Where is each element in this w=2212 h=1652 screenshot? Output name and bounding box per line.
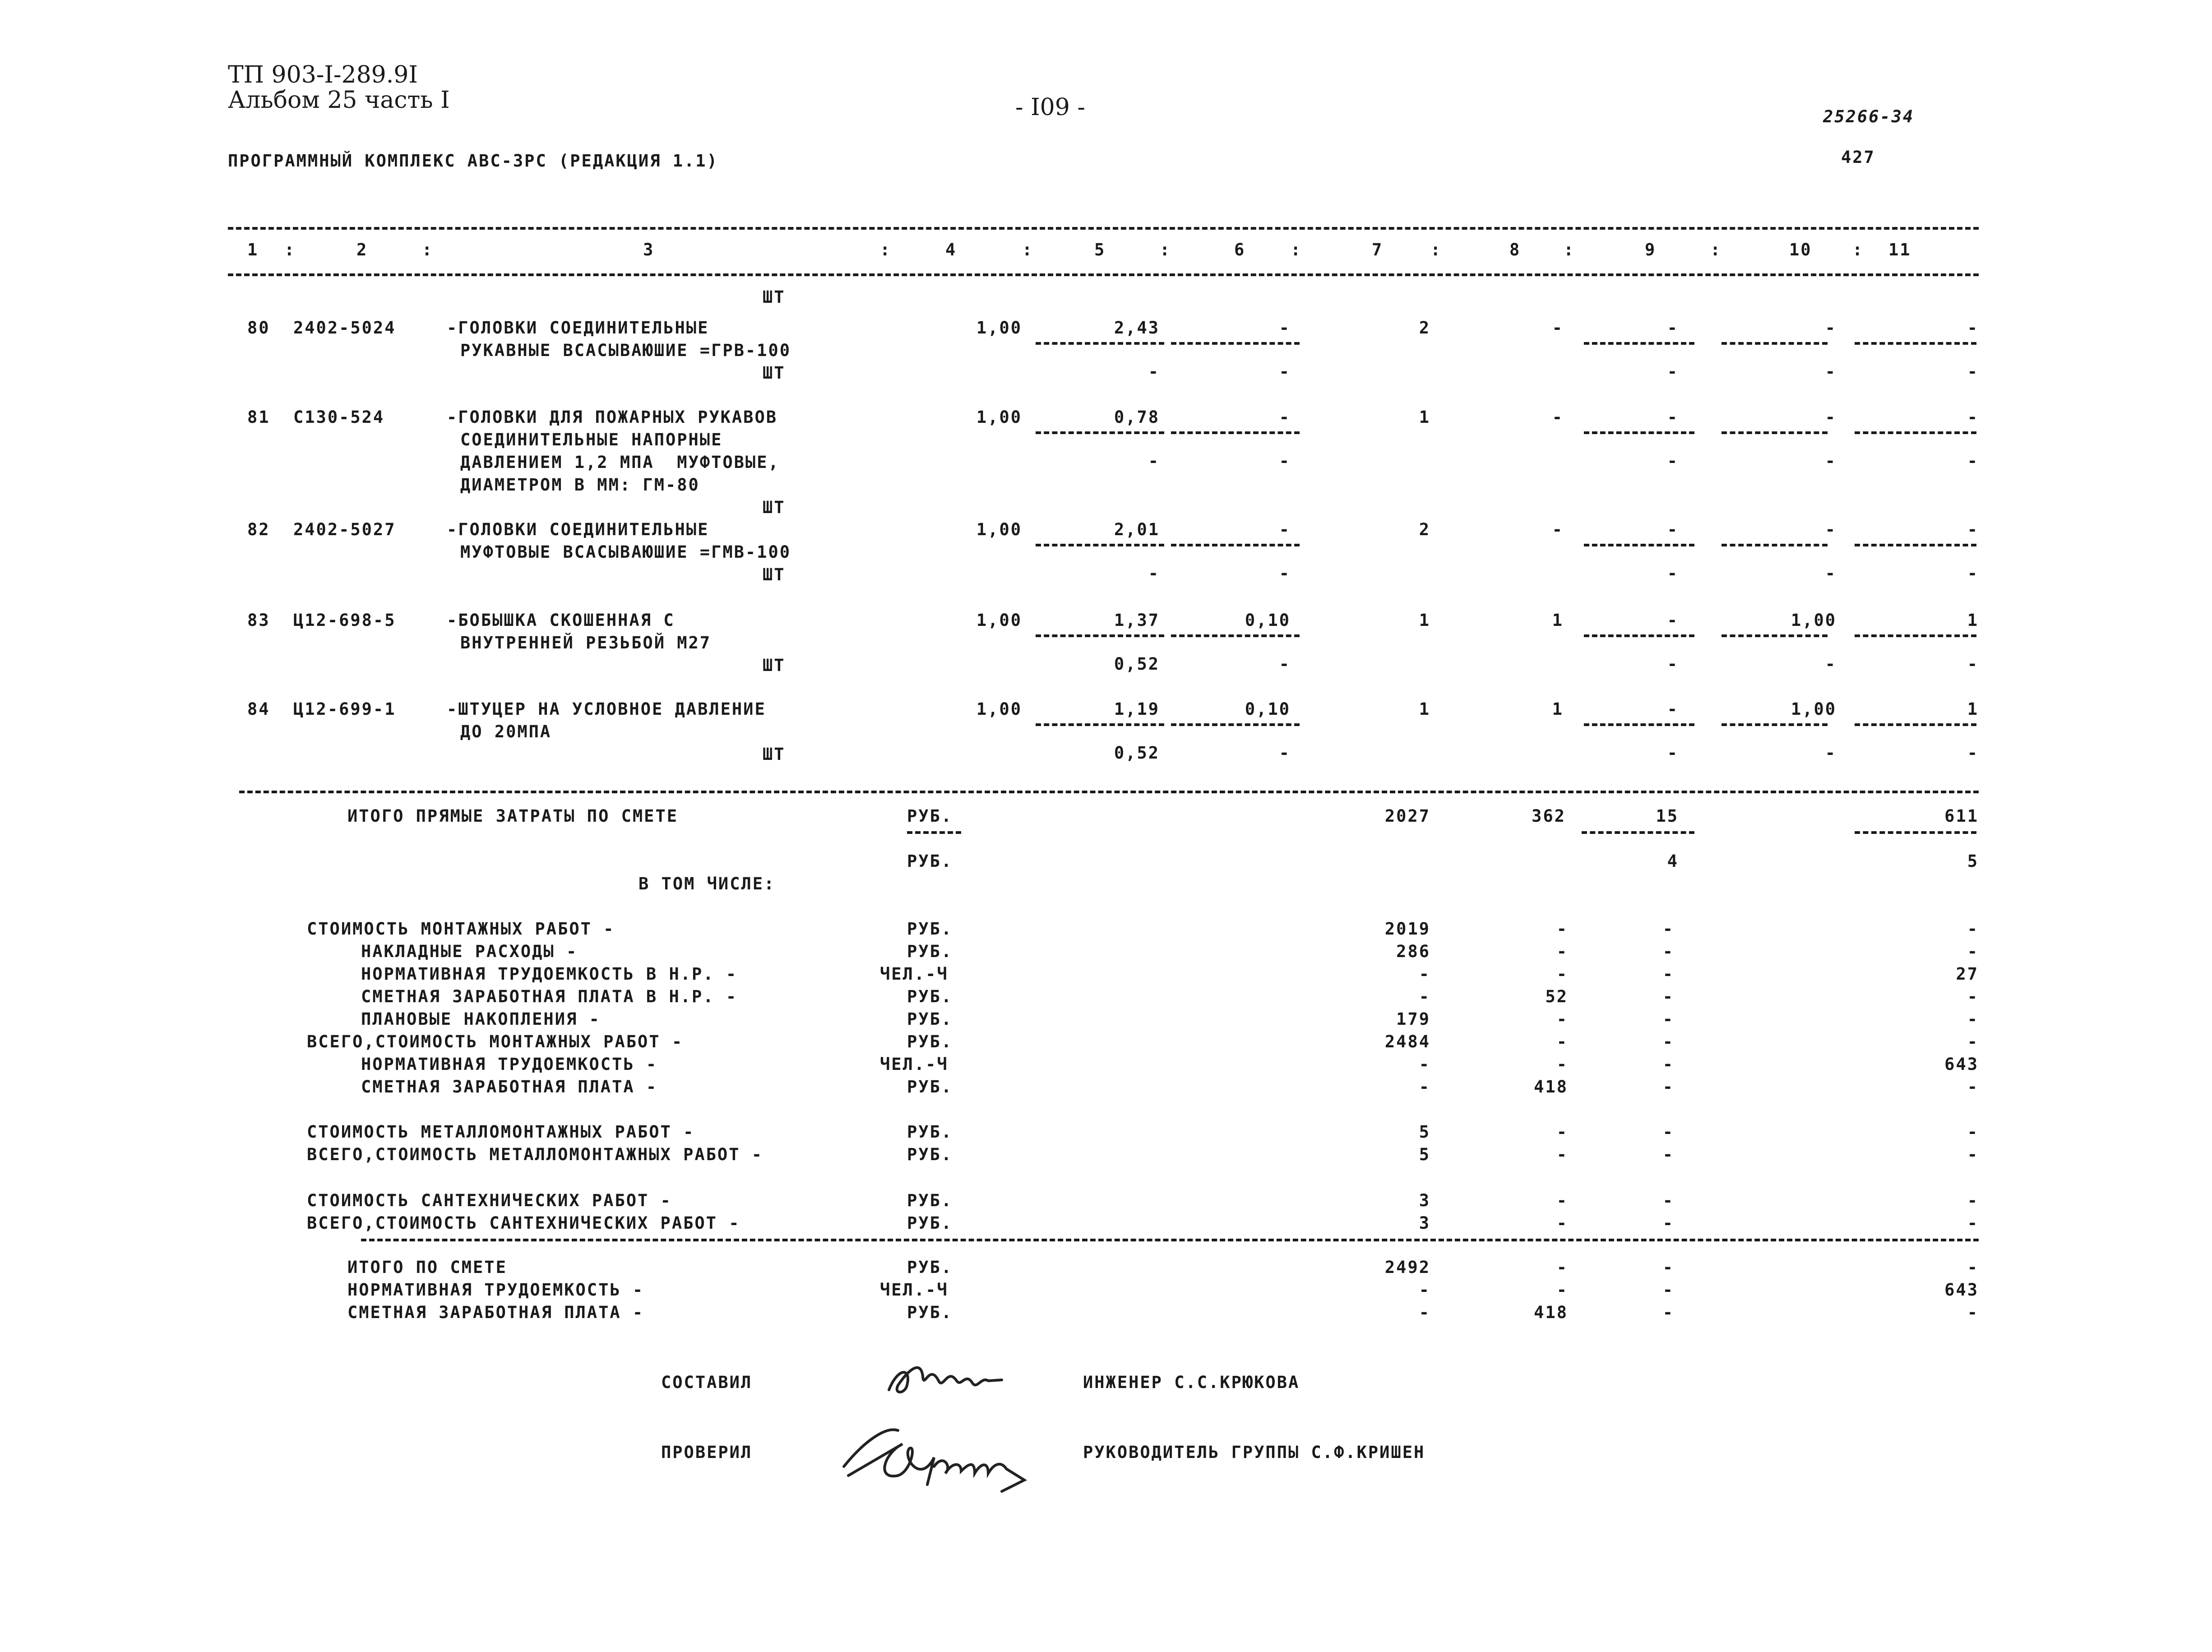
cell-c5: 1,37	[1114, 611, 1160, 630]
cost-row-c11: -	[1967, 987, 1979, 1006]
direct-c9-sub: 4	[1667, 851, 1679, 871]
signature-compiler	[880, 1349, 1015, 1403]
direct-c7: 2027	[1384, 806, 1430, 826]
cell-c6: 0,10	[1245, 611, 1291, 630]
item-description-line: -ШТУЦЕР НА УСЛОВНОЕ ДАВЛЕНИЕ	[447, 699, 766, 719]
column-header-3: 3	[643, 240, 655, 259]
cell-divider	[1855, 342, 1976, 345]
cell-divider	[1721, 431, 1828, 434]
cell-divider	[1036, 723, 1164, 726]
cost-row-c8: 418	[1534, 1077, 1568, 1097]
including-label: В ТОМ ЧИСЛЕ:	[639, 874, 776, 893]
direct-c11: 611	[1944, 806, 1979, 826]
column-header-5: 5	[1094, 240, 1106, 259]
cost-row-c7: 3	[1419, 1191, 1430, 1210]
cost-row-c7: 5	[1419, 1122, 1430, 1142]
cell-divider	[1171, 723, 1300, 726]
cell-c10: 1,00	[1791, 699, 1837, 719]
item-code: С130-524	[293, 407, 385, 427]
column-header-2: 2	[356, 240, 368, 259]
cost-row-label: СТОИМОСТЬ МЕТАЛЛОМОНТАЖНЫХ РАБОТ -	[307, 1122, 695, 1142]
cell-c10: -	[1825, 407, 1837, 427]
cost-row-label: СТОИМОСТЬ МОНТАЖНЫХ РАБОТ -	[307, 919, 615, 939]
cell-c5-sub: -	[1148, 362, 1160, 381]
program-title: ПРОГРАММНЫЙ КОМПЛЕКС АВС-3РС (РЕДАКЦИЯ 1.1)	[228, 151, 718, 171]
final-row-c8: 418	[1534, 1303, 1568, 1322]
doc-code: ТП 903-I-289.9I	[228, 61, 418, 88]
item-description-line: -ГОЛОВКИ ДЛЯ ПОЖАРНЫХ РУКАВОВ	[447, 407, 778, 427]
cell-c11: -	[1967, 318, 1979, 338]
cell-c8: 1	[1552, 699, 1564, 719]
cell-c10-sub: -	[1825, 451, 1837, 471]
cost-row-c9: -	[1662, 1077, 1674, 1097]
cost-row-c7: 179	[1396, 1009, 1430, 1029]
cell-divider	[1171, 544, 1300, 546]
final-row-label: ИТОГО ПО СМЕТЕ	[347, 1258, 507, 1277]
cost-row-unit: РУБ.	[907, 1122, 953, 1142]
item-number: 82	[247, 520, 270, 539]
cell-c11: -	[1967, 407, 1979, 427]
item-unit: ШТ	[763, 656, 786, 675]
final-row-c9: -	[1662, 1258, 1674, 1277]
column-header-4: 4	[945, 240, 957, 259]
cell-c9: -	[1667, 611, 1679, 630]
direct-costs-unit-2: РУБ.	[907, 851, 953, 871]
cost-row-c8: -	[1556, 964, 1568, 984]
cost-row-c7: 286	[1396, 942, 1430, 961]
cost-row-c8: -	[1556, 1122, 1568, 1142]
cell-c10-sub: -	[1825, 362, 1837, 381]
cell-divider	[1584, 723, 1694, 726]
column-header-7: 7	[1372, 240, 1384, 259]
cell-c8: -	[1552, 407, 1564, 427]
final-row-label: СМЕТНАЯ ЗАРАБОТНАЯ ПЛАТА -	[347, 1303, 644, 1322]
column-separator: :	[1564, 240, 1575, 259]
final-row-c8: -	[1556, 1258, 1568, 1277]
cell-c5-sub: -	[1148, 564, 1160, 583]
cell-c7: 1	[1419, 407, 1430, 427]
cost-row-label: ВСЕГО,СТОИМОСТЬ МЕТАЛЛОМОНТАЖНЫХ РАБОТ -	[307, 1145, 764, 1164]
column-header-11: 11	[1888, 240, 1911, 259]
cost-row-label: ВСЕГО,СТОИМОСТЬ МОНТАЖНЫХ РАБОТ -	[307, 1032, 684, 1051]
final-row-unit: ЧЕЛ.-Ч	[880, 1280, 949, 1300]
totals-rule	[239, 791, 1979, 793]
cost-row-c11: 27	[1956, 964, 1979, 984]
item-description-line: СОЕДИНИТЕЛЬНЫЕ НАПОРНЫЕ	[460, 430, 723, 449]
final-row-c8: -	[1556, 1280, 1568, 1300]
cell-c8: -	[1552, 318, 1564, 338]
cell-divider	[1721, 544, 1828, 546]
item-description-line: ДИАМЕТРОМ В ММ: ГМ-80	[460, 475, 700, 495]
cost-row-unit: РУБ.	[907, 1009, 953, 1029]
cell-divider	[1171, 431, 1300, 434]
cell-divider	[1721, 723, 1828, 726]
cost-row-label: НОРМАТИВНАЯ ТРУДОЕМКОСТЬ В Н.Р. -	[361, 964, 738, 984]
cell-c9: -	[1667, 318, 1679, 338]
final-row-c7: -	[1419, 1280, 1430, 1300]
column-separator: :	[1430, 240, 1442, 259]
reference-code: 25266-34	[1823, 107, 1915, 126]
cost-row-c8: -	[1556, 919, 1568, 939]
cost-row-c11: -	[1967, 1009, 1979, 1029]
direct-c8: 362	[1532, 806, 1566, 826]
cost-row-unit: ЧЕЛ.-Ч	[880, 1055, 949, 1074]
cell-divider	[1171, 634, 1300, 637]
cost-row-c7: 3	[1419, 1213, 1430, 1233]
cell-divider	[1036, 634, 1164, 637]
cost-row-c8: -	[1556, 1191, 1568, 1210]
column-header-9: 9	[1645, 240, 1657, 259]
item-description-line: ДО 20МПА	[460, 722, 552, 741]
cell-c6: -	[1279, 520, 1291, 539]
cell-c9: -	[1667, 520, 1679, 539]
column-separator: :	[1710, 240, 1722, 259]
cell-c5: 0,78	[1114, 407, 1160, 427]
item-code: Ц12-698-5	[293, 611, 396, 630]
item-description-line: -ГОЛОВКИ СОЕДИНИТЕЛЬНЫЕ	[447, 318, 709, 338]
cost-row-c11: -	[1967, 1213, 1979, 1233]
cell-c9-sub: -	[1667, 743, 1679, 763]
column-separator: :	[1291, 240, 1302, 259]
cost-row-unit: РУБ.	[907, 1032, 953, 1051]
cost-row-c11: -	[1967, 1145, 1979, 1164]
cost-row-c7: 2484	[1384, 1032, 1430, 1051]
direct-c11-divider	[1855, 831, 1976, 834]
cell-c4: 1,00	[976, 407, 1022, 427]
cost-row-label: ПЛАНОВЫЕ НАКОПЛЕНИЯ -	[361, 1009, 601, 1029]
cost-row-c9: -	[1662, 1055, 1674, 1074]
compiled-by: ИНЖЕНЕР С.С.КРЮКОВА	[1083, 1373, 1300, 1392]
cost-row-c7: -	[1419, 1055, 1430, 1074]
cost-row-c9: -	[1662, 942, 1674, 961]
cost-row-label: СМЕТНАЯ ЗАРАБОТНАЯ ПЛАТА В Н.Р. -	[361, 987, 738, 1006]
cell-c7: 2	[1419, 520, 1430, 539]
cell-divider	[1036, 544, 1164, 546]
cost-row-c11: -	[1967, 1077, 1979, 1097]
cell-c9-sub: -	[1667, 654, 1679, 674]
cell-c11: 1	[1967, 699, 1979, 719]
cell-c9: -	[1667, 699, 1679, 719]
cell-divider	[1584, 634, 1694, 637]
column-header-8: 8	[1509, 240, 1521, 259]
cell-c5-sub: 0,52	[1114, 743, 1160, 763]
cell-c6-sub: -	[1279, 451, 1291, 471]
cost-row-c9: -	[1662, 964, 1674, 984]
cost-row-label: ВСЕГО,СТОИМОСТЬ САНТЕХНИЧЕСКИХ РАБОТ -	[307, 1213, 740, 1233]
final-row-unit: РУБ.	[907, 1258, 953, 1277]
final-row-c7: -	[1419, 1303, 1430, 1322]
cost-row-label: НОРМАТИВНАЯ ТРУДОЕМКОСТЬ -	[361, 1055, 658, 1074]
cost-row-c7: 5	[1419, 1145, 1430, 1164]
header-rule-top	[228, 227, 1979, 230]
cell-divider	[1721, 634, 1828, 637]
direct-c9-divider	[1582, 831, 1694, 834]
item-code: 2402-5024	[293, 318, 396, 338]
cost-row-c9: -	[1662, 987, 1674, 1006]
cost-row-unit: РУБ.	[907, 1077, 953, 1097]
cell-c11: 1	[1967, 611, 1979, 630]
column-header-6: 6	[1234, 240, 1246, 259]
cost-row-c9: -	[1662, 1009, 1674, 1029]
cell-c10: -	[1825, 318, 1837, 338]
cell-c6: -	[1279, 318, 1291, 338]
cell-c6-sub: -	[1279, 362, 1291, 381]
cell-c10-sub: -	[1825, 743, 1837, 763]
cost-row-c9: -	[1662, 1145, 1674, 1164]
cell-divider	[1036, 431, 1164, 434]
cell-c11-sub: -	[1967, 362, 1979, 381]
final-row-c9: -	[1662, 1303, 1674, 1322]
cost-row-c8: 52	[1545, 987, 1568, 1006]
cell-divider	[1584, 431, 1694, 434]
cell-c4: 1,00	[976, 611, 1022, 630]
final-row-c9: -	[1662, 1280, 1674, 1300]
column-separator: :	[880, 240, 892, 259]
column-separator: :	[284, 240, 296, 259]
final-row-label: НОРМАТИВНАЯ ТРУДОЕМКОСТЬ -	[347, 1280, 644, 1300]
cost-row-label: СМЕТНАЯ ЗАРАБОТНАЯ ПЛАТА -	[361, 1077, 658, 1097]
item-code: 2402-5027	[293, 520, 396, 539]
cost-row-unit: РУБ.	[907, 942, 953, 961]
page-number: - I09 -	[1015, 94, 1085, 121]
cost-row-c8: -	[1556, 1213, 1568, 1233]
cost-row-c9: -	[1662, 1213, 1674, 1233]
cell-divider	[1855, 634, 1976, 637]
cost-row-c11: -	[1967, 919, 1979, 939]
cost-row-c11: -	[1967, 1122, 1979, 1142]
cell-divider	[1855, 431, 1976, 434]
compiled-label: СОСТАВИЛ	[661, 1373, 753, 1392]
direct-unit-divider	[907, 831, 961, 834]
item-code: Ц12-699-1	[293, 699, 396, 719]
item-description-line: МУФТОВЫЕ ВСАСЫВАЮШИЕ =ГМВ-100	[460, 542, 791, 562]
checked-label: ПРОВЕРИЛ	[661, 1443, 753, 1462]
cell-c9-sub: -	[1667, 451, 1679, 471]
cost-row-label: НАКЛАДНЫЕ РАСХОДЫ -	[361, 942, 578, 961]
cost-row-unit: РУБ.	[907, 1213, 953, 1233]
cell-c10-sub: -	[1825, 564, 1837, 583]
cell-divider	[1584, 342, 1694, 345]
cell-c6: 0,10	[1245, 699, 1291, 719]
cost-row-c7: -	[1419, 987, 1430, 1006]
cell-c11-sub: -	[1967, 743, 1979, 763]
direct-c11-sub: 5	[1967, 851, 1979, 871]
final-row-unit: РУБ.	[907, 1303, 953, 1322]
cell-c9-sub: -	[1667, 362, 1679, 381]
cell-c11-sub: -	[1967, 654, 1979, 674]
column-separator: :	[422, 240, 434, 259]
column-header-10: 10	[1789, 240, 1812, 259]
direct-costs-unit: РУБ.	[907, 806, 953, 826]
cost-row-c11: -	[1967, 942, 1979, 961]
column-separator: :	[1160, 240, 1171, 259]
item-number: 81	[247, 407, 270, 427]
cost-row-unit: РУБ.	[907, 987, 953, 1006]
cell-divider	[1171, 342, 1300, 345]
cost-row-unit: РУБ.	[907, 1145, 953, 1164]
cell-c5-sub: 0,52	[1114, 654, 1160, 674]
final-row-c7: 2492	[1384, 1258, 1430, 1277]
item-description-line: ДАВЛЕНИЕМ 1,2 МПА МУФТОВЫЕ,	[460, 453, 780, 472]
cell-divider	[1855, 544, 1976, 546]
cost-row-label: СТОИМОСТЬ САНТЕХНИЧЕСКИХ РАБОТ -	[307, 1191, 672, 1210]
cell-divider	[1855, 723, 1976, 726]
item-unit: ШТ	[763, 498, 786, 517]
item-unit: ШТ	[763, 565, 786, 584]
cell-c4: 1,00	[976, 520, 1022, 539]
cost-row-unit: ЧЕЛ.-Ч	[880, 964, 949, 984]
album-label: Альбом 25 часть I	[228, 87, 450, 114]
signature-checker	[830, 1417, 1038, 1494]
item-description-line: РУКАВНЫЕ ВСАСЫВАЮШИЕ =ГРВ-100	[460, 341, 791, 360]
cell-c7: 1	[1419, 699, 1430, 719]
cost-row-c8: -	[1556, 1145, 1568, 1164]
cell-c6-sub: -	[1279, 654, 1291, 674]
unit-label: ШТ	[763, 287, 786, 307]
cell-c10-sub: -	[1825, 654, 1837, 674]
item-number: 80	[247, 318, 270, 338]
cell-c6-sub: -	[1279, 564, 1291, 583]
item-description-line: -БОБЫШКА СКОШЕННАЯ С	[447, 611, 675, 630]
cell-c8: 1	[1552, 611, 1564, 630]
cost-row-c8: -	[1556, 1055, 1568, 1074]
cost-row-c9: -	[1662, 919, 1674, 939]
cost-row-unit: РУБ.	[907, 919, 953, 939]
cost-row-unit: РУБ.	[907, 1191, 953, 1210]
cost-row-c11: 643	[1944, 1055, 1979, 1074]
cell-c7: 2	[1419, 318, 1430, 338]
cost-row-c7: -	[1419, 1077, 1430, 1097]
item-description-line: -ГОЛОВКИ СОЕДИНИТЕЛЬНЫЕ	[447, 520, 709, 539]
cell-divider	[1036, 342, 1164, 345]
cost-row-c9: -	[1662, 1122, 1674, 1142]
cell-c11-sub: -	[1967, 451, 1979, 471]
cell-c8: -	[1552, 520, 1564, 539]
cell-c10: 1,00	[1791, 611, 1837, 630]
cost-row-c11: -	[1967, 1032, 1979, 1051]
column-separator: :	[1852, 240, 1864, 259]
cost-row-c7: -	[1419, 964, 1430, 984]
final-row-c11: -	[1967, 1303, 1979, 1322]
final-row-c11: -	[1967, 1258, 1979, 1277]
cell-c5: 2,43	[1114, 318, 1160, 338]
cell-c5-sub: -	[1148, 451, 1160, 471]
final-row-c11: 643	[1944, 1280, 1979, 1300]
column-header-1: 1	[247, 240, 259, 259]
cell-c4: 1,00	[976, 699, 1022, 719]
item-description-line: ВНУТРЕННЕЙ РЕЗЬБОЙ М27	[460, 633, 712, 652]
item-unit: ШТ	[763, 745, 786, 764]
direct-costs-label: ИТОГО ПРЯМЫЕ ЗАТРАТЫ ПО СМЕТЕ	[347, 806, 679, 826]
cost-row-c9: -	[1662, 1032, 1674, 1051]
sheet-number: 427	[1841, 148, 1875, 167]
cost-row-c11: -	[1967, 1191, 1979, 1210]
item-number: 84	[247, 699, 270, 719]
item-number: 83	[247, 611, 270, 630]
cost-row-c7: 2019	[1384, 919, 1430, 939]
cost-row-c8: -	[1556, 942, 1568, 961]
cell-c9-sub: -	[1667, 564, 1679, 583]
cell-c7: 1	[1419, 611, 1430, 630]
cell-divider	[1721, 342, 1828, 345]
cell-divider	[1584, 544, 1694, 546]
cell-c9: -	[1667, 407, 1679, 427]
item-unit: ШТ	[763, 363, 786, 383]
final-rule	[361, 1239, 1979, 1241]
cost-row-c9: -	[1662, 1191, 1674, 1210]
cell-c5: 2,01	[1114, 520, 1160, 539]
cell-c10: -	[1825, 520, 1837, 539]
cell-c11-sub: -	[1967, 564, 1979, 583]
cost-row-c8: -	[1556, 1032, 1568, 1051]
direct-c9: 15	[1656, 806, 1679, 826]
header-rule-bottom	[228, 273, 1979, 276]
column-separator: :	[1022, 240, 1034, 259]
cell-c6-sub: -	[1279, 743, 1291, 763]
cell-c4: 1,00	[976, 318, 1022, 338]
cell-c11: -	[1967, 520, 1979, 539]
cost-row-c8: -	[1556, 1009, 1568, 1029]
cell-c5: 1,19	[1114, 699, 1160, 719]
cell-c6: -	[1279, 407, 1291, 427]
checked-by: РУКОВОДИТЕЛЬ ГРУППЫ С.Ф.КРИШЕН	[1083, 1443, 1425, 1462]
